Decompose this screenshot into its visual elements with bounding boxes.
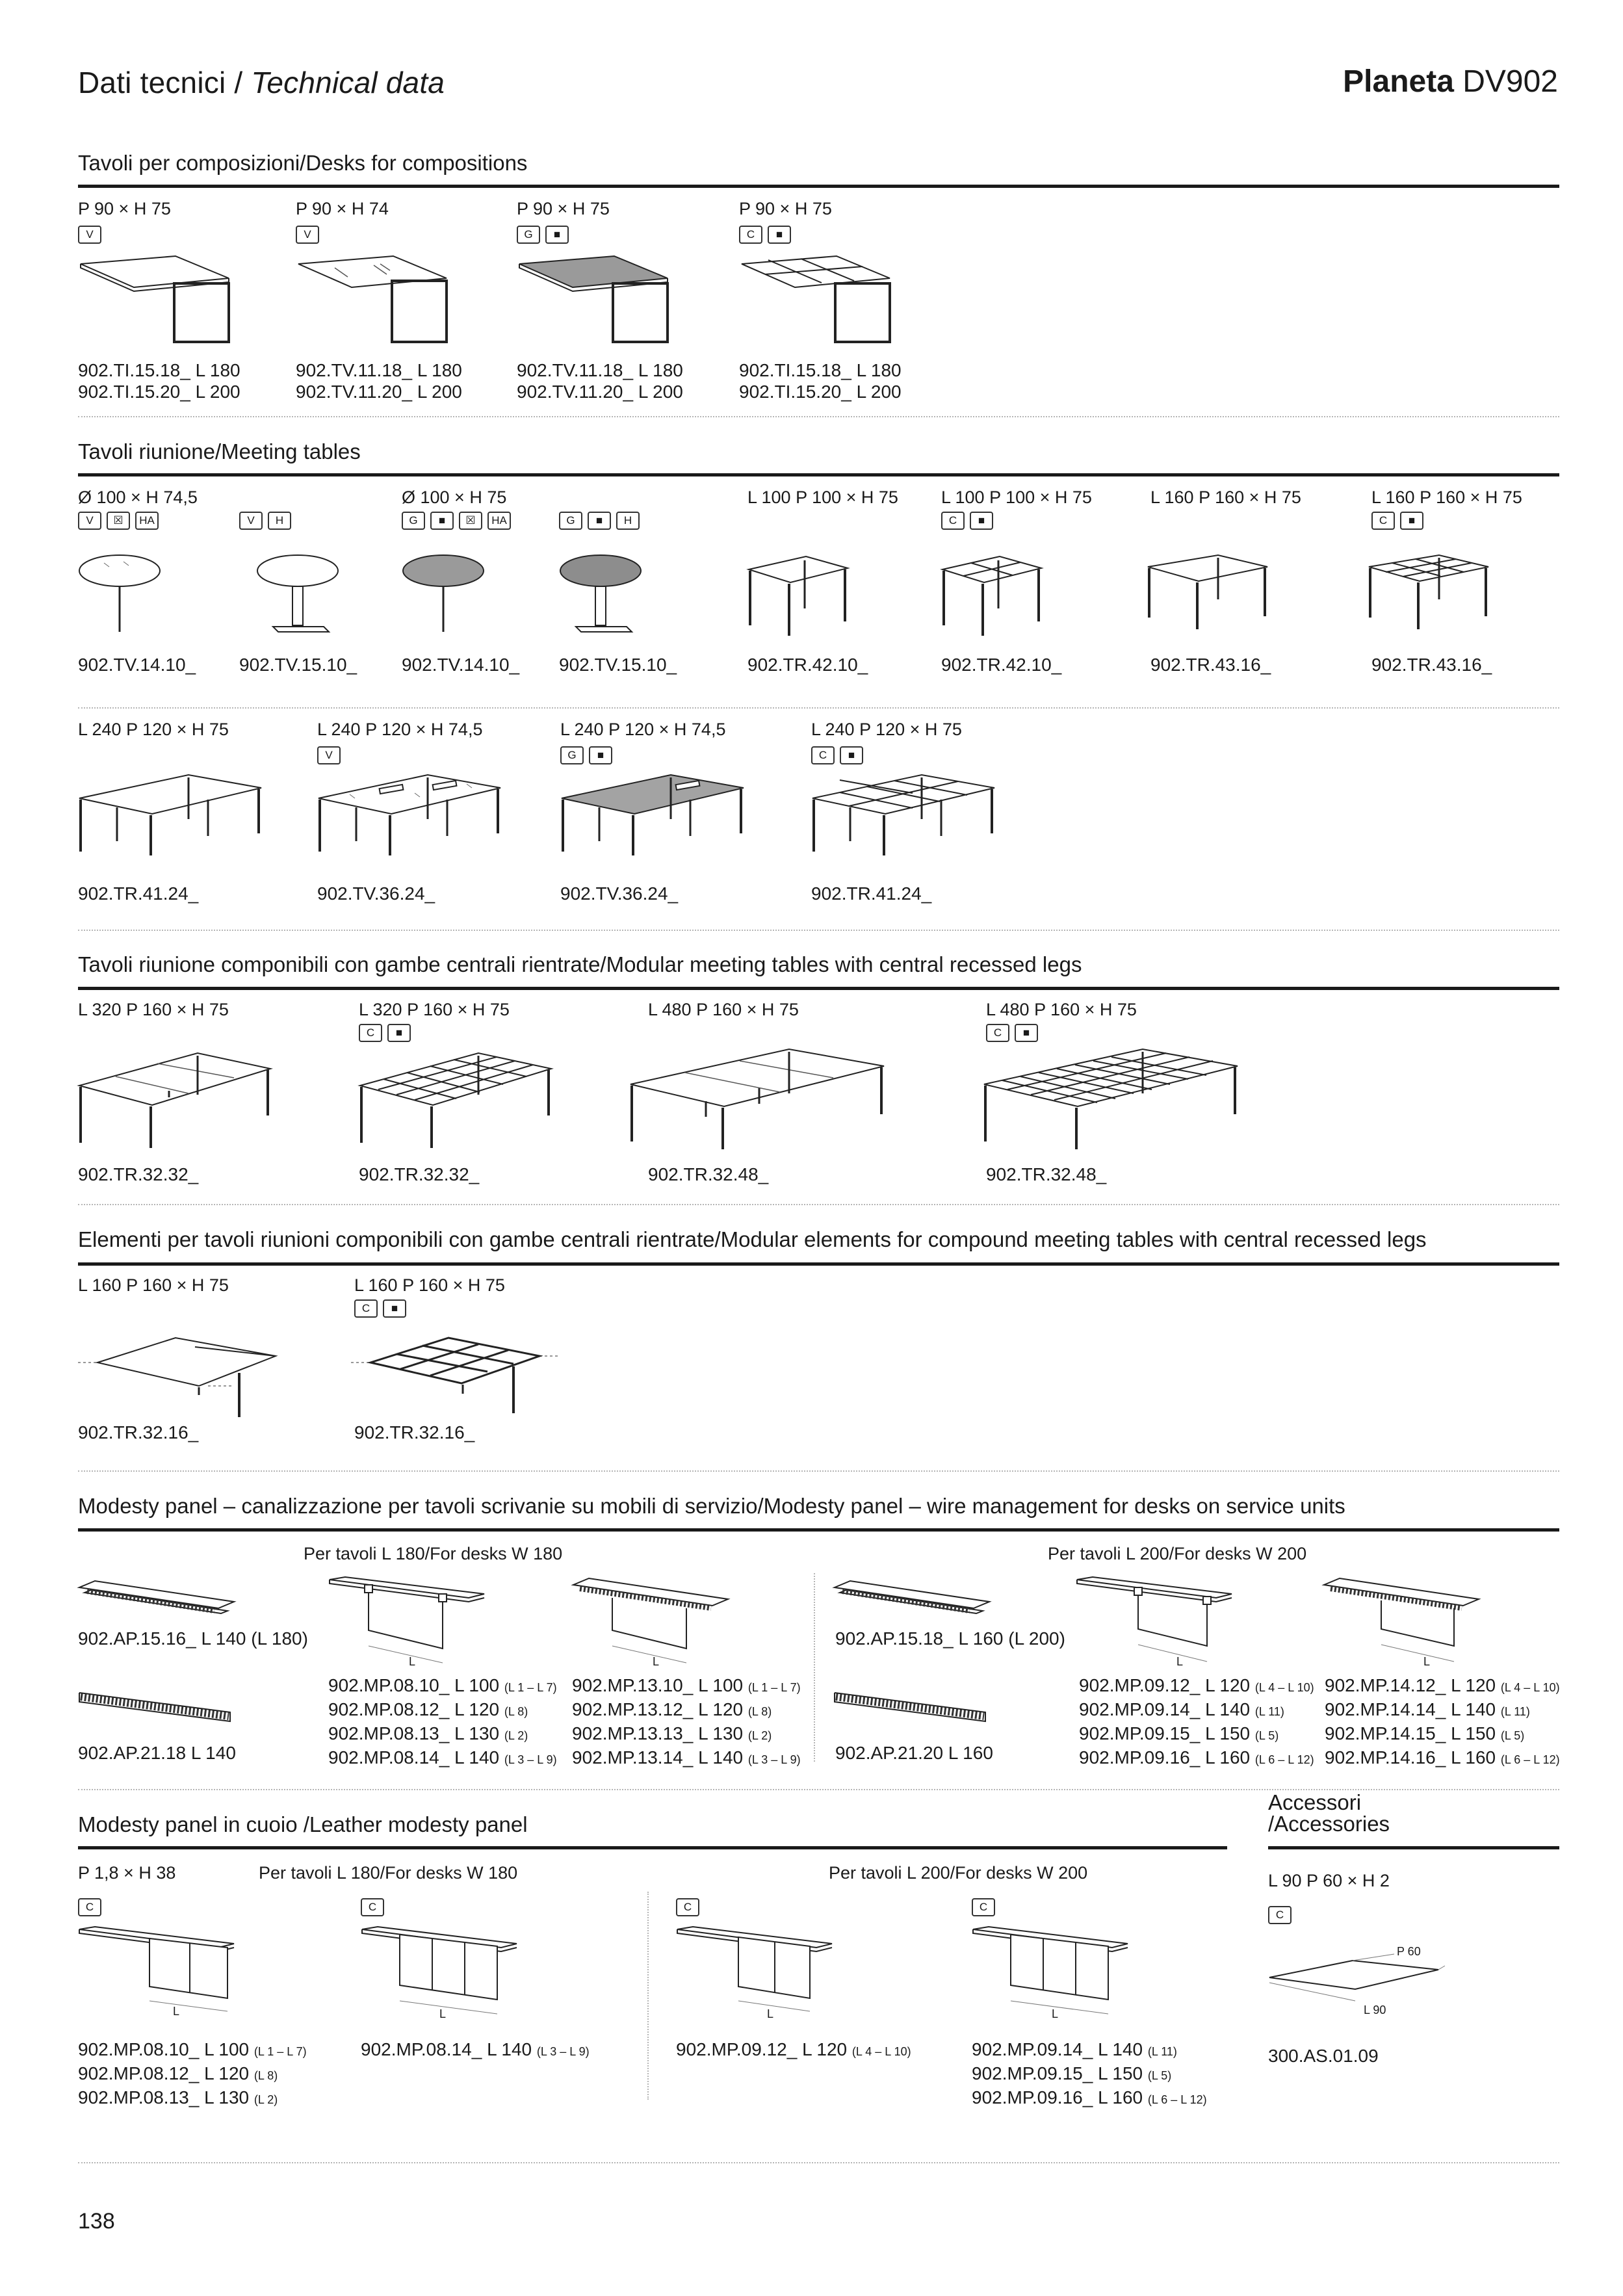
section-rule — [78, 1846, 1227, 1849]
product-code: 902.AP.21.18 L 140 — [78, 1743, 236, 1763]
code-line — [328, 1747, 557, 1771]
code-line — [1079, 1675, 1314, 1699]
dimension-label: L 160 P 160 × H 75 — [78, 1275, 229, 1295]
dimension-label: L 160 P 160 × H 75 — [1150, 488, 1301, 507]
depth-label: P 60 — [1397, 1945, 1421, 1958]
variant-note: (L 3 – L 9) — [747, 1753, 801, 1766]
finish-tag: ■ — [545, 226, 569, 244]
meeting-long-item-4 — [811, 720, 962, 764]
dimension-label: L 480 P 160 × H 75 — [986, 1000, 1137, 1019]
finish-tags — [296, 226, 389, 244]
finish-tag: ■ — [387, 1024, 411, 1042]
code-line — [972, 2039, 1207, 2063]
cable-tray-illustration — [833, 1576, 996, 1621]
meeting-item-5 — [747, 488, 898, 508]
code-line — [572, 1747, 801, 1771]
meeting-item-8 — [1371, 488, 1522, 530]
meeting-long-item-2 — [317, 720, 482, 764]
page-number: 138 — [78, 2209, 115, 2234]
dimension-label: Ø 100 × H 75 — [402, 488, 507, 507]
variant-note: (L 3 – L 9) — [504, 1753, 557, 1766]
dimension-label: P 90 × H 75 — [739, 199, 832, 218]
product-code: 902.TI.15.20_ L 200 — [78, 382, 240, 402]
product-code: 902.MP.09.12_ L 120 — [1079, 1675, 1251, 1695]
desk-item-3 — [517, 199, 610, 244]
dimension-l-label: L — [173, 2005, 180, 2018]
variant-note: (L 2) — [504, 1729, 528, 1742]
modesty-panel-illustration — [1076, 1576, 1238, 1673]
cable-basket-illustration — [833, 1688, 996, 1733]
variant-note: (L 8) — [747, 1705, 772, 1718]
finish-tags — [559, 512, 640, 530]
dimension-label: L 480 P 160 × H 75 — [648, 1000, 799, 1019]
code-line — [972, 2063, 1207, 2087]
product-code: 902.MP.09.14_ L 140 — [972, 2039, 1143, 2059]
finish-tags — [354, 1299, 505, 1318]
product-code: 902.MP.08.14_ L 140 — [361, 2039, 532, 2059]
finish-tags — [517, 226, 610, 244]
dotted-divider — [78, 416, 1559, 417]
code-line — [572, 1699, 801, 1723]
product-code: 902.TR.43.16_ — [1150, 655, 1271, 675]
dimension-label: L 240 P 120 × H 75 — [78, 720, 229, 739]
finish-tag: C — [972, 1898, 995, 1916]
dimension-label: P 1,8 × H 38 — [78, 1863, 176, 1883]
product-code: 902.AP.15.16_ L 140 (L 180) — [78, 1628, 308, 1649]
dimension-label: P 90 × H 75 — [517, 199, 610, 218]
product-code: 902.AP.21.20 L 160 — [835, 1743, 993, 1763]
cable-tray-illustration — [78, 1576, 240, 1621]
product-code: 902.TR.32.48_ — [648, 1164, 769, 1184]
variant-note: (L 4 – L 10) — [851, 2045, 911, 2058]
dotted-divider — [78, 930, 1559, 931]
finish-tag: ■ — [589, 746, 612, 764]
element-grid-table-illustration — [351, 1337, 559, 1428]
variant-note: (L 4 – L 10) — [1254, 1681, 1314, 1694]
dimension-label: P 90 × H 75 — [78, 199, 171, 218]
product-code: 902.TI.15.18_ L 180 — [78, 360, 240, 380]
section-title-modesty: Modesty panel – canalizzazione per tavoli scrivanie su mobili di servizio/Modesty panel – wire management for desks on service units — [78, 1494, 1345, 1518]
dimension-label: L 90 P 60 × H 2 — [1268, 1871, 1390, 1890]
finish-tag: C — [676, 1898, 699, 1916]
section-rule — [1268, 1846, 1559, 1849]
dimension-l-label: L — [653, 1655, 660, 1668]
finish-tags — [986, 1024, 1137, 1042]
title-separator: / — [226, 66, 252, 99]
modular-grid-table-illustration — [359, 1052, 554, 1149]
product-code: 902.MP.13.13_ L 130 — [572, 1723, 744, 1743]
variant-note: (L 11) — [1500, 1705, 1530, 1718]
dimension-l-label: L — [409, 1655, 416, 1668]
product-code: 902.MP.08.12_ L 120 — [328, 1699, 500, 1719]
product-code: 902.TR.32.32_ — [359, 1164, 480, 1184]
finish-tag: ■ — [1400, 512, 1423, 530]
product-code: 902.TI.15.18_ L 180 — [739, 360, 902, 380]
finish-tag: C — [78, 1898, 101, 1916]
finish-tags — [402, 512, 511, 530]
code-line — [1079, 1699, 1314, 1723]
desk-codes-1 — [78, 359, 240, 402]
variant-note: (L 1 – L 7) — [253, 2045, 307, 2058]
dimension-label: L 240 P 120 × H 75 — [811, 720, 962, 739]
dotted-divider — [78, 2162, 1559, 2163]
product-code: 902.TR.43.16_ — [1371, 655, 1492, 675]
product-code: 902.TV.15.10_ — [559, 655, 677, 675]
modular-long-grid-table-illustration — [983, 1048, 1243, 1152]
product-code: 902.TV.36.24_ — [317, 883, 435, 904]
square-table-illustration — [747, 554, 851, 638]
desk-codes-2 — [296, 359, 462, 402]
cable-basket-illustration — [78, 1688, 240, 1733]
finish-tag: V — [78, 226, 101, 244]
desk-illustration — [78, 255, 234, 346]
dimension-l-label: L — [1052, 2007, 1059, 2020]
element-item-1 — [78, 1275, 229, 1296]
desk-item-1 — [78, 199, 171, 244]
finish-tag: G — [517, 226, 540, 244]
modular-item-3 — [648, 1000, 799, 1020]
finish-tag: V — [78, 512, 101, 530]
title-italian: Dati tecnici — [78, 66, 226, 99]
meeting-item-3 — [402, 488, 511, 530]
finish-tag: C — [359, 1024, 382, 1042]
section-rule — [78, 1528, 1559, 1532]
dimension-label: L 320 P 160 × H 75 — [78, 1000, 229, 1019]
ceramic-desk-illustration — [517, 255, 673, 346]
product-code: 902.TV.15.10_ — [239, 655, 357, 675]
leather-codes-4 — [972, 2039, 1207, 2111]
variant-note: (L 6 – L 12) — [1254, 1753, 1314, 1766]
finish-tag: V — [317, 746, 341, 764]
dimension-label: P 90 × H 74 — [296, 199, 389, 218]
finish-tag: C — [941, 512, 965, 530]
section-title-desks: Tavoli per composizioni/Desks for compositions — [78, 151, 528, 175]
finish-tag: G — [559, 512, 582, 530]
dotted-divider — [78, 707, 1559, 709]
title-english: Technical data — [251, 66, 445, 99]
meeting-long-item-3 — [560, 720, 725, 764]
model-code: DV902 — [1453, 64, 1558, 99]
variant-note: (L 8) — [253, 2069, 278, 2082]
round-ceramic-table-square-base-illustration — [559, 554, 650, 638]
meeting-item-2 — [239, 488, 291, 530]
product-code: 902.MP.14.12_ L 120 — [1325, 1675, 1496, 1695]
product-code: 300.AS.01.09 — [1268, 2046, 1379, 2066]
finish-tag: ■ — [430, 512, 454, 530]
leather-codes-2 — [361, 2039, 590, 2063]
finish-tag: HA — [487, 512, 511, 530]
square-grid-table-illustration — [941, 554, 1045, 638]
modesty-codes-4 — [1325, 1675, 1560, 1771]
large-square-table-illustration — [1147, 554, 1270, 638]
product-code: 902.MP.13.10_ L 100 — [572, 1675, 744, 1695]
finish-tag: C — [811, 746, 835, 764]
finish-tag: H — [268, 512, 291, 530]
variant-note: (L 3 – L 9) — [536, 2045, 590, 2058]
product-code: 902.TV.11.18_ L 180 — [296, 360, 462, 380]
product-code: 902.MP.14.16_ L 160 — [1325, 1747, 1496, 1768]
finish-tag: V — [239, 512, 263, 530]
dimension-label: L 240 P 120 × H 74,5 — [560, 720, 726, 739]
finish-tags — [317, 746, 482, 764]
dimension-label: Ø 100 × H 74,5 — [78, 488, 198, 507]
element-item-2 — [354, 1275, 505, 1318]
variant-note: (L 2) — [747, 1729, 772, 1742]
modesty-codes-3 — [1079, 1675, 1314, 1771]
dimension-label: L 100 P 100 × H 75 — [747, 488, 898, 507]
subheading-w180: Per tavoli L 180/For desks W 180 — [259, 1863, 518, 1883]
finish-tags — [78, 512, 198, 530]
dimension-l-label: L — [1176, 1655, 1184, 1668]
finish-tag: ☒ — [459, 512, 482, 530]
section-rule — [78, 1262, 1559, 1266]
round-table-square-base-illustration — [256, 554, 347, 638]
dimension-l-label: L — [767, 2007, 774, 2020]
subheading-w200: Per tavoli L 200/For desks W 200 — [829, 1863, 1088, 1883]
section-title-accessories — [1268, 1792, 1390, 1834]
code-line — [572, 1723, 801, 1747]
round-ceramic-table-illustration — [402, 554, 493, 638]
modular-item-4 — [986, 1000, 1137, 1042]
product-code: 902.MP.09.15_ L 150 — [972, 2063, 1143, 2083]
modular-long-table-illustration — [629, 1048, 889, 1152]
leather-codes-1 — [78, 2039, 307, 2111]
product-code: 902.TR.32.48_ — [986, 1164, 1107, 1184]
dotted-divider — [78, 1470, 1559, 1472]
long-grid-table-illustration — [811, 774, 1000, 858]
glass-desk-illustration — [296, 255, 452, 346]
modular-item-2 — [359, 1000, 510, 1042]
product-name — [1343, 64, 1558, 99]
desk-item-2 — [296, 199, 389, 244]
large-square-grid-table-illustration — [1368, 554, 1491, 638]
dimension-label: L 160 P 160 × H 75 — [1371, 488, 1522, 507]
dimension-label: L 100 P 100 × H 75 — [941, 488, 1092, 507]
code-line — [676, 2039, 911, 2063]
product-code: 902.MP.09.16_ L 160 — [972, 2087, 1143, 2107]
section-rule — [78, 185, 1559, 188]
desk-codes-4 — [739, 359, 902, 402]
meeting-long-item-1 — [78, 720, 229, 740]
accessories-title-en: /Accessories — [1268, 1812, 1390, 1836]
finish-tag: C — [1268, 1906, 1292, 1924]
modular-item-1 — [78, 1000, 229, 1020]
product-code: 902.MP.13.12_ L 120 — [572, 1699, 744, 1719]
dimension-label: L 320 P 160 × H 75 — [359, 1000, 510, 1019]
product-code: 902.TR.32.16_ — [78, 1422, 199, 1442]
finish-tag: ■ — [840, 746, 863, 764]
code-line — [972, 2087, 1207, 2111]
dimension-l-label: L — [1423, 1655, 1431, 1668]
product-code: 902.TV.11.20_ L 200 — [517, 382, 683, 402]
accessory-shelf-illustration — [1268, 1944, 1450, 2015]
width-label: L 90 — [1364, 2003, 1386, 2016]
product-code: 902.MP.09.15_ L 150 — [1079, 1723, 1251, 1743]
vertical-dotted-divider — [647, 1892, 649, 2100]
long-table-illustration — [78, 774, 266, 858]
variant-note: (L 5) — [1254, 1729, 1279, 1742]
product-code: 902.MP.08.14_ L 140 — [328, 1747, 500, 1768]
finish-tag: V — [296, 226, 319, 244]
grid-desk-illustration — [739, 255, 895, 346]
desk-item-4 — [739, 199, 832, 244]
modesty-codes-1 — [328, 1675, 557, 1771]
product-code: 902.MP.08.10_ L 100 — [328, 1675, 500, 1695]
product-code: 902.TV.14.10_ — [78, 655, 196, 675]
code-line — [328, 1675, 557, 1699]
finish-tag: C — [354, 1299, 378, 1318]
finish-tag: ■ — [1015, 1024, 1038, 1042]
finish-tag: C — [986, 1024, 1009, 1042]
subheading-w180: Per tavoli L 180/For desks W 180 — [304, 1544, 563, 1563]
product-code: 902.MP.08.13_ L 130 — [78, 2087, 250, 2107]
code-line — [1325, 1747, 1560, 1771]
product-code: 902.TV.11.18_ L 180 — [517, 360, 683, 380]
dimension-l-label: L — [439, 2007, 447, 2020]
product-code: 902.AP.15.18_ L 160 (L 200) — [835, 1628, 1065, 1649]
finish-tags — [941, 512, 1092, 530]
code-line — [78, 2063, 307, 2087]
meeting-item-6 — [941, 488, 1092, 530]
finish-tag: C — [1371, 512, 1395, 530]
product-code: 902.MP.09.16_ L 160 — [1079, 1747, 1251, 1768]
dimension-label: L 160 P 160 × H 75 — [354, 1275, 505, 1295]
dimension-label: L 240 P 120 × H 74,5 — [317, 720, 483, 739]
code-line — [572, 1675, 801, 1699]
code-line — [1325, 1699, 1560, 1723]
code-line — [328, 1723, 557, 1747]
product-code: 902.MP.14.15_ L 150 — [1325, 1723, 1496, 1743]
section-title-modular: Tavoli riunione componibili con gambe centrali rientrate/Modular meeting tables with central recessed legs — [78, 952, 1082, 976]
round-table-illustration — [78, 554, 169, 638]
accessories-title-it: Accessori — [1268, 1790, 1362, 1814]
product-code: 902.TR.42.10_ — [747, 655, 868, 675]
finish-tag: C — [361, 1898, 384, 1916]
code-line — [78, 2087, 307, 2111]
product-code: 902.TV.11.20_ L 200 — [296, 382, 462, 402]
vertical-dotted-divider — [814, 1573, 815, 1762]
product-code: 902.TV.36.24_ — [560, 883, 679, 904]
product-code: 902.TR.41.24_ — [811, 883, 932, 904]
finish-tags — [811, 746, 962, 764]
meeting-item-7 — [1150, 488, 1301, 508]
section-title-leather: Modesty panel in cuoio /Leather modesty panel — [78, 1812, 528, 1836]
product-code: 902.MP.08.10_ L 100 — [78, 2039, 250, 2059]
finish-tags — [739, 226, 832, 244]
variant-note: (L 5) — [1147, 2069, 1172, 2082]
finish-tag: HA — [135, 512, 159, 530]
modesty-panel-tray-illustration — [1323, 1576, 1485, 1673]
modular-table-illustration — [78, 1052, 273, 1149]
code-line — [361, 2039, 590, 2063]
code-line — [328, 1699, 557, 1723]
product-code: 902.TR.32.16_ — [354, 1422, 475, 1442]
variant-note: (L 1 – L 7) — [747, 1681, 801, 1694]
variant-note: (L 2) — [253, 2093, 278, 2106]
product-code: 902.MP.09.14_ L 140 — [1079, 1699, 1251, 1719]
leather-panel-illustration — [78, 1925, 240, 2023]
code-line — [1079, 1723, 1314, 1747]
variant-note: (L 8) — [504, 1705, 528, 1718]
leather-panel-illustration — [676, 1925, 838, 2023]
section-rule — [78, 473, 1559, 476]
finish-tags — [78, 226, 171, 244]
section-rule — [78, 987, 1559, 990]
modesty-codes-2 — [572, 1675, 801, 1771]
finish-tag: ■ — [588, 512, 611, 530]
finish-tag: ■ — [768, 226, 791, 244]
element-table-illustration — [78, 1337, 286, 1428]
finish-tags — [560, 746, 725, 764]
product-code: 902.TI.15.20_ L 200 — [739, 382, 902, 402]
section-title-meeting: Tavoli riunione/Meeting tables — [78, 439, 361, 463]
variant-note: (L 4 – L 10) — [1500, 1681, 1560, 1694]
leather-codes-3 — [676, 2039, 911, 2063]
variant-note: (L 6 – L 12) — [1500, 1753, 1560, 1766]
desk-codes-3 — [517, 359, 683, 402]
long-ceramic-table-illustration — [560, 774, 749, 858]
section-title-elements: Elementi per tavoli riunioni componibili con gambe centrali rientrate/Modular elements for compound meeting tables with central recessed legs — [78, 1227, 1427, 1251]
subheading-w200: Per tavoli L 200/For desks W 200 — [1048, 1544, 1307, 1563]
finish-tags — [1371, 512, 1522, 530]
product-code: 902.MP.13.14_ L 140 — [572, 1747, 744, 1768]
finish-tag: ■ — [383, 1299, 406, 1318]
product-code: 902.TR.32.32_ — [78, 1164, 199, 1184]
finish-tag: H — [616, 512, 640, 530]
page-title — [78, 65, 445, 100]
variant-note: (L 5) — [1500, 1729, 1525, 1742]
product-code: 902.TV.14.10_ — [402, 655, 520, 675]
variant-note: (L 6 – L 12) — [1147, 2093, 1207, 2106]
finish-tag: C — [739, 226, 762, 244]
product-code: 902.MP.08.13_ L 130 — [328, 1723, 500, 1743]
code-line — [78, 2039, 307, 2063]
product-code: 902.TR.41.24_ — [78, 883, 199, 904]
product-code: 902.MP.08.12_ L 120 — [78, 2063, 250, 2083]
finish-tags — [359, 1024, 510, 1042]
code-line — [1325, 1675, 1560, 1699]
finish-tag: ■ — [970, 512, 993, 530]
code-line — [1079, 1747, 1314, 1771]
product-code: 902.MP.14.14_ L 140 — [1325, 1699, 1496, 1719]
variant-note: (L 1 – L 7) — [504, 1681, 557, 1694]
product-code: 902.TR.42.10_ — [941, 655, 1062, 675]
product-code: 902.MP.09.12_ L 120 — [676, 2039, 848, 2059]
finish-tag: G — [402, 512, 425, 530]
brand-name: Planeta — [1343, 64, 1454, 99]
meeting-item-4 — [559, 508, 640, 530]
finish-tag: G — [560, 746, 584, 764]
variant-note: (L 11) — [1254, 1705, 1284, 1718]
long-glass-table-illustration — [317, 774, 506, 858]
code-line — [1325, 1723, 1560, 1747]
meeting-item-1 — [78, 488, 198, 530]
variant-note: (L 11) — [1147, 2045, 1177, 2058]
dotted-divider — [78, 1204, 1559, 1205]
finish-tags — [239, 491, 291, 530]
finish-tag: ☒ — [107, 512, 130, 530]
